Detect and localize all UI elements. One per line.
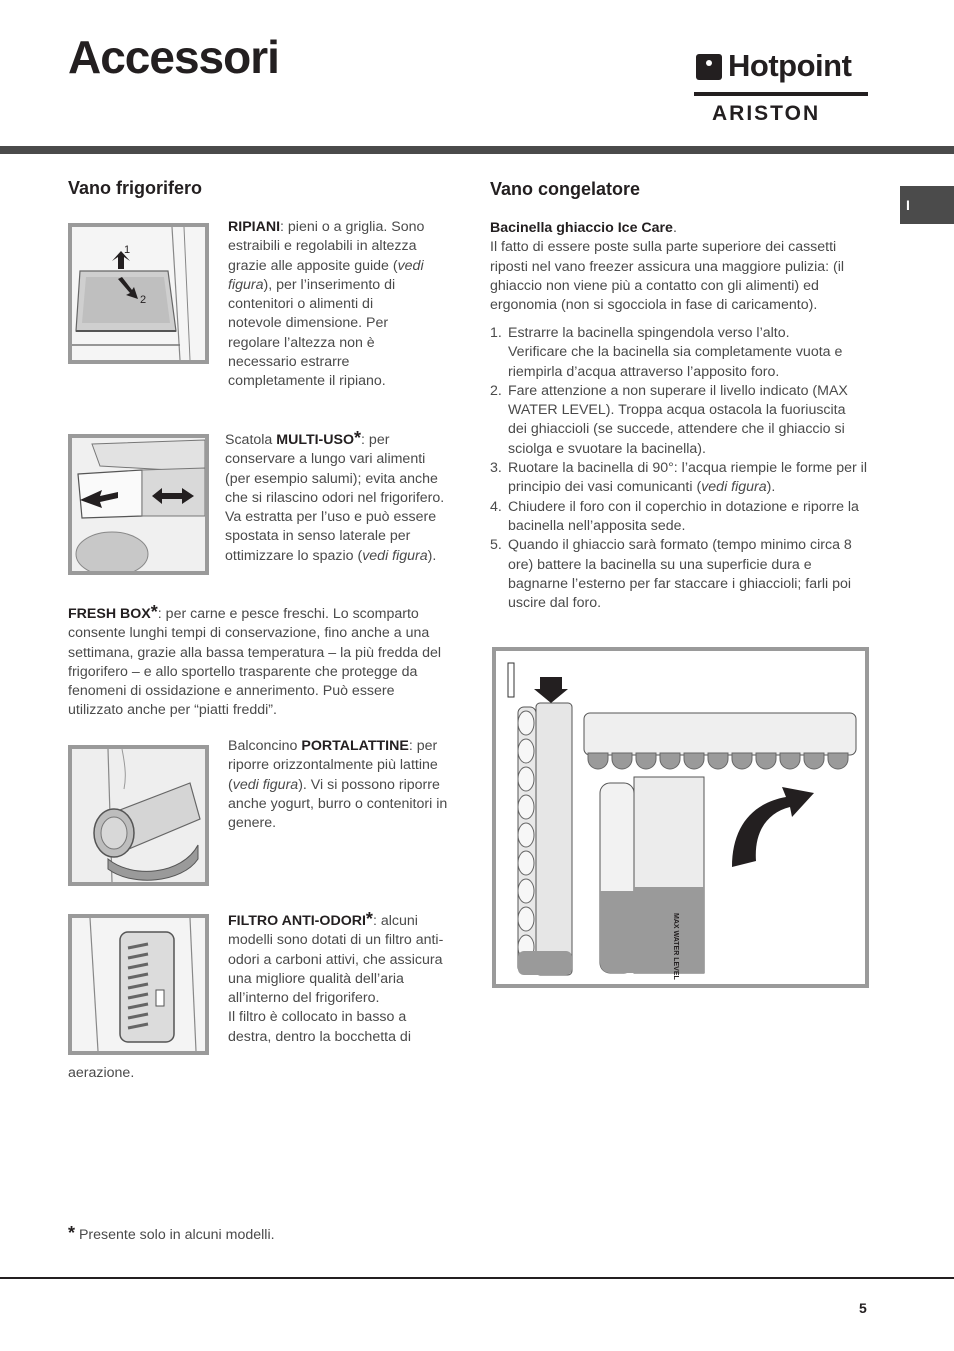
step-text-end: ). bbox=[766, 479, 776, 496]
can-rack-desc-2: ). Vi si possono riporre anche yogurt, burro o contenitori in genere. bbox=[228, 776, 448, 832]
fresh-box-label: FRESH BOX bbox=[68, 606, 151, 622]
language-tab: I bbox=[900, 186, 954, 224]
step-italic: vedi figura bbox=[701, 479, 767, 496]
ice-tray-illustration bbox=[496, 651, 865, 984]
can-rack-illustration bbox=[72, 749, 205, 882]
shelf-arrow-label-1: 1 bbox=[124, 244, 131, 256]
step-text-continued: Verificare che la bacinella sia completamente vuota e riempirla d’acqua attraverso l’apposito foro. bbox=[508, 344, 843, 380]
header-rule bbox=[0, 146, 954, 154]
ripiani-desc-2: ), per l’inserimento di contenitori o alimenti di notevole dimensione. Per regolare l’altezza non è necessario estrarre completamente il ripiano. bbox=[228, 276, 396, 390]
odor-filter-desc: : alcuni modelli sono dotati di un filtro anti-odori a carboni attivi, che assicura una migliore qualità dell’aria all’interno del frigorifero. bbox=[228, 913, 444, 1007]
step-item bbox=[490, 459, 868, 498]
ice-tray-subheading: Bacinella ghiaccio Ice Care bbox=[490, 220, 673, 236]
ice-tray-steps bbox=[490, 324, 868, 613]
odor-filter-location-end: aerazione. bbox=[68, 1065, 135, 1081]
ripiani-text bbox=[228, 218, 428, 392]
step-number: 5. bbox=[490, 537, 502, 554]
can-rack-label: PORTALATTINE bbox=[301, 738, 409, 754]
section-heading-fridge: Vano frigorifero bbox=[68, 178, 203, 198]
step-number: 2. bbox=[490, 382, 502, 399]
hotpoint-ariston-logo bbox=[694, 48, 868, 126]
logo-brand-top: Hotpoint bbox=[728, 48, 852, 83]
ice-tray-intro bbox=[490, 219, 870, 315]
multi-use-desc-2: ). bbox=[427, 547, 437, 564]
step-text: Quando il ghiaccio sarà formato (tempo minimo circa 8 ore) battere la bacinella su una superficie dura e bagnarne l’esterno per far staccare i ghiaccioli; farli poi uscire dal foro. bbox=[508, 537, 852, 612]
logo-brand-bottom: ARISTON bbox=[712, 102, 821, 125]
step-number: 3. bbox=[490, 460, 502, 477]
odor-filter-star: * bbox=[365, 909, 373, 929]
step-text: Ruotare la bacinella di 90°: l’acqua riempie le forme per il principio dei vasi comunicanti ( bbox=[508, 460, 867, 496]
step-number: 4. bbox=[490, 498, 502, 515]
logo-divider bbox=[694, 92, 868, 96]
can-rack-prefix: Balconcino bbox=[228, 738, 302, 754]
footnote bbox=[68, 1223, 275, 1244]
multi-use-box-illustration bbox=[72, 438, 205, 571]
section-heading-freezer: Vano congelatore bbox=[490, 179, 641, 199]
can-rack-desc-1: : per riporre orizzontalmente più lattine ( bbox=[228, 738, 438, 793]
step-text: Fare attenzione a non superare il livello indicato (MAX WATER LEVEL). Troppa acqua ostacola la fuoriuscita dei ghiaccioli (se succede, attendere che il ghiaccio si sciolga e svuotare la bacinella). bbox=[508, 382, 848, 457]
multi-use-italic: vedi figura bbox=[362, 547, 428, 564]
can-rack-figure bbox=[68, 745, 209, 886]
multi-use-box-figure bbox=[68, 434, 209, 575]
step-item bbox=[490, 498, 868, 537]
odor-filter-illustration bbox=[72, 918, 205, 1051]
footnote-text: Presente solo in alcuni modelli. bbox=[75, 1227, 275, 1243]
fresh-box-text bbox=[68, 603, 448, 721]
ripiani-desc-1: : pieni o a griglia. Sono estraibili e regolabili in altezza grazie alle apposite guide ( bbox=[228, 219, 425, 274]
step-item bbox=[490, 324, 868, 382]
footnote-star: * bbox=[68, 1223, 76, 1243]
odor-filter-figure bbox=[68, 914, 209, 1055]
footer-rule bbox=[0, 1277, 954, 1279]
ice-tray-figure bbox=[492, 647, 869, 988]
shelf-arrow-label-2: 2 bbox=[140, 294, 147, 306]
step-number: 1. bbox=[490, 325, 502, 341]
can-rack-italic: vedi figura bbox=[232, 776, 299, 793]
ice-tray-subheading-end: . bbox=[672, 220, 677, 236]
fresh-box-star: * bbox=[150, 602, 158, 622]
odor-filter-label: FILTRO ANTI-ODORI bbox=[228, 913, 366, 929]
step-item bbox=[490, 536, 868, 613]
multi-use-text bbox=[225, 429, 445, 566]
page-title: Accessori bbox=[68, 31, 279, 83]
multi-use-label: MULTI-USO bbox=[276, 432, 355, 448]
max-water-level-label: MAX WATER LEVEL bbox=[672, 913, 679, 980]
odor-filter-text bbox=[228, 910, 448, 1047]
step-item bbox=[490, 382, 868, 459]
page-number: 5 bbox=[859, 1300, 867, 1316]
logo-mark-icon bbox=[696, 54, 722, 80]
shelves-figure bbox=[68, 223, 209, 364]
shelves-illustration bbox=[72, 227, 205, 360]
step-text: Chiudere il foro con il coperchio in dotazione e riporre la bacinella nell’apposita sede. bbox=[508, 498, 859, 534]
step-text: Estrarre la bacinella spingendola verso l’alto. bbox=[508, 325, 790, 341]
multi-use-desc-1: : per conservare a lungo vari alimenti (per esempio salumi); evita anche che si rilascino odori nel frigorifero. Va estratta per l’uso e può essere spostata in senso laterale per ottimizzare lo spazio ( bbox=[225, 432, 445, 564]
ripiani-italic: vedi figura bbox=[228, 257, 424, 293]
multi-use-prefix: Scatola bbox=[225, 432, 277, 448]
ice-tray-intro-text: Il fatto di essere poste sulla parte superiore dei cassetti riposti nel vano freezer assicura una maggiore pulizia: (il ghiaccio non viene più a contatto con gli alimenti) ed ergonomia (non si sgocciola in fase di caricamento). bbox=[490, 239, 845, 314]
can-rack-text bbox=[228, 737, 448, 833]
ripiani-label: RIPIANI bbox=[228, 219, 281, 235]
multi-use-star: * bbox=[354, 428, 362, 448]
odor-filter-location: Il filtro è collocato in basso a destra, dentro la bocchetta di bbox=[228, 1009, 411, 1045]
fresh-box-desc: : per carne e pesce freschi. Lo scomparto consente lunghi tempi di conservazione, fino anche a una settimana, grazie alla bassa temperatura – la più fredda del frigorifero – e allo sportello trasparente che protegge da fenomeni di ossidazione e annerimento. Può essere utilizzato anche per “piatti freddi”. bbox=[68, 606, 442, 719]
